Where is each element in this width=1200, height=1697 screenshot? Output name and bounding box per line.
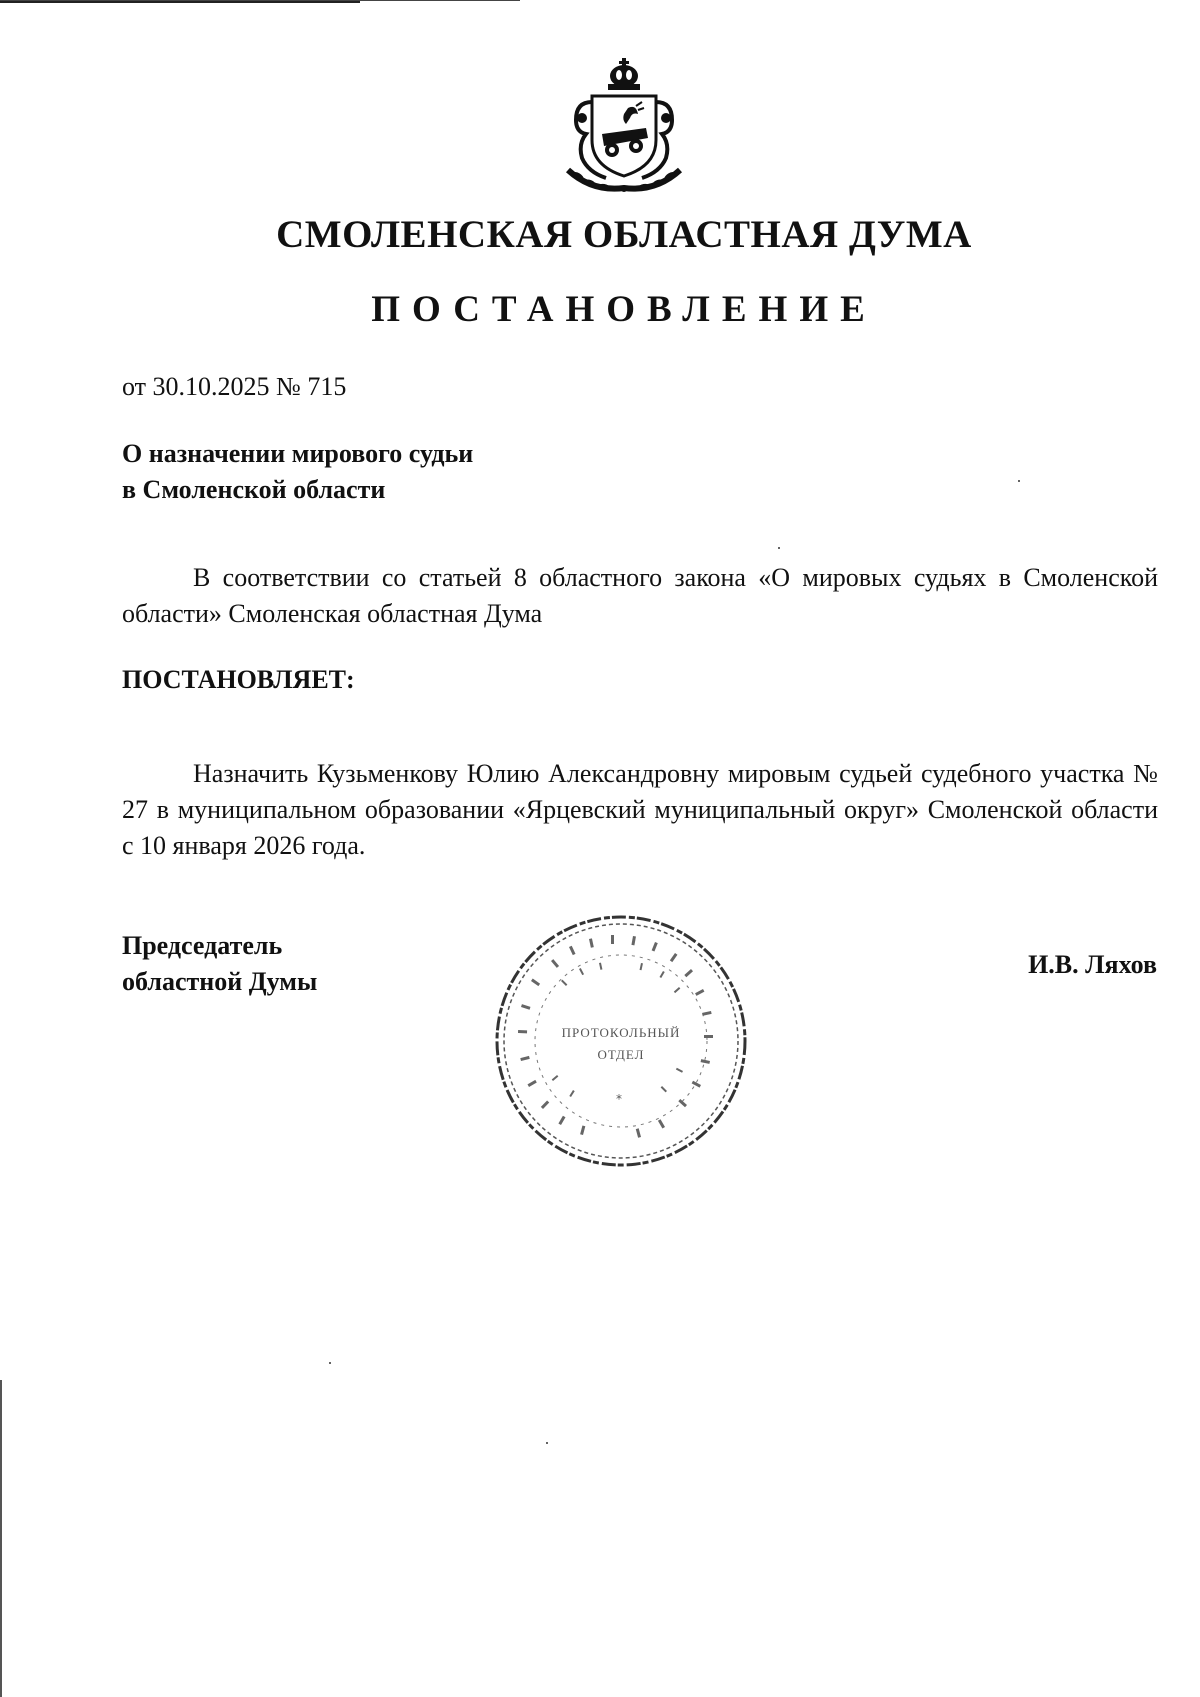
document-subject — [122, 436, 473, 508]
scan-speck — [329, 1362, 331, 1364]
subject-line-2: в Смоленской области — [122, 475, 386, 504]
decision-paragraph — [122, 756, 1158, 864]
signatory-name: И.В. Ляхов — [1028, 950, 1157, 979]
document-type-title: ПОСТАНОВЛЕНИЕ — [371, 289, 877, 330]
organization-title: СМОЛЕНСКАЯ ОБЛАСТНАЯ ДУМА — [276, 213, 972, 256]
seal-center-line-2: ОТДЕЛ — [597, 1047, 645, 1062]
scan-speck — [778, 547, 780, 549]
official-round-seal-icon — [491, 911, 751, 1171]
subject-line-1: О назначении мирового судьи — [122, 439, 474, 468]
signatory-title-line-1: Председатель — [122, 931, 283, 960]
preamble-text: В соответствии со статьей 8 областного закона «О мировых судьях в Смоленской области» Смоленская областная Дума — [122, 563, 1158, 628]
scan-speck — [1018, 480, 1020, 482]
svg-text:*: * — [616, 1092, 622, 1106]
smolensk-coat-of-arms-icon — [562, 58, 686, 192]
resolves-heading: ПОСТАНОВЛЯЕТ: — [122, 665, 355, 694]
scan-speck — [546, 1442, 548, 1444]
signatory-title-line-2: областной Думы — [122, 967, 318, 996]
signatory-title — [122, 928, 317, 1000]
preamble-paragraph — [122, 560, 1158, 632]
document-date-number: от 30.10.2025 № 715 — [122, 372, 347, 401]
scan-edge-top-thin — [0, 0, 520, 1]
decision-text: Назначить Кузьменкову Юлию Александровну мировым судьей судебного участка № 27 в муниципальном образовании «Ярцевский муниципальный округ» Смоленской области с 10 января 2026 года. — [122, 759, 1158, 860]
seal-center-line-1: ПРОТОКОЛЬНЫЙ — [561, 1025, 681, 1040]
scan-edge-left — [0, 1380, 2, 1697]
